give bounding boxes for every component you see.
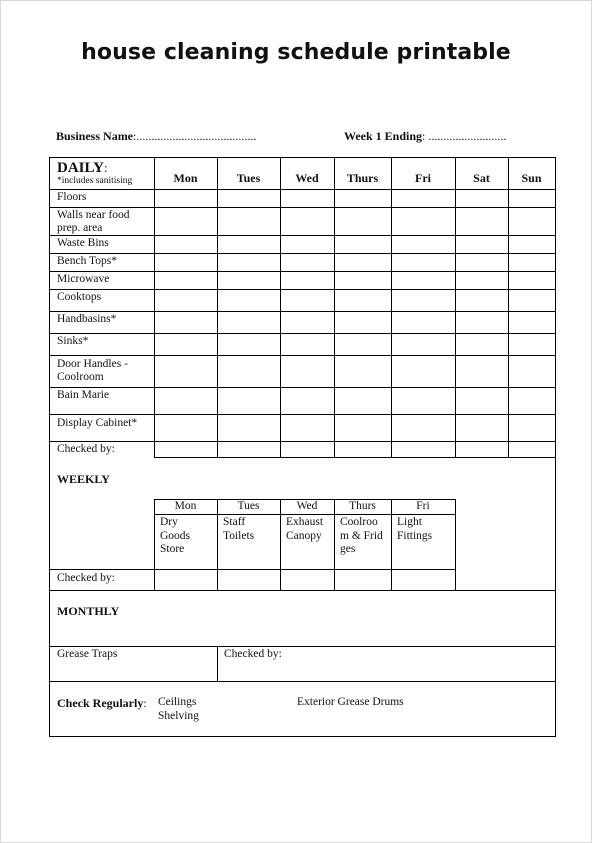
- weekly-day-fri: Fri: [416, 500, 430, 512]
- daily-task-door-handles: Door Handles - Coolroom: [57, 358, 128, 383]
- daily-task-cooktops: Cooktops: [57, 291, 102, 303]
- week-ending-label: Week 1 Ending: [344, 129, 423, 143]
- daily-day-sat: Sat: [473, 171, 490, 185]
- check-item-ceilings: Ceilings: [158, 696, 197, 708]
- weekly-title: WEEKLY: [57, 472, 110, 486]
- daily-heading: [57, 159, 108, 177]
- check-regularly-colon: :: [143, 696, 147, 710]
- weekly-task-dry-goods: Dry Goods Store: [160, 516, 191, 555]
- daily-day-fri: Fri: [415, 171, 431, 185]
- daily-task-bench-tops: Bench Tops*: [57, 255, 117, 267]
- daily-day-sun: Sun: [521, 171, 542, 185]
- check-regularly-label: Check Regularly: [57, 696, 144, 710]
- business-name-label: Business Name: [56, 129, 134, 143]
- weekly-checked-by: Checked by:: [57, 572, 115, 584]
- daily-task-walls: Walls near food prep. area: [57, 209, 130, 234]
- weekly-day-tues: Tues: [237, 500, 260, 512]
- week-ending-field[interactable]: [344, 129, 506, 144]
- daily-task-microwave: Microwave: [57, 273, 110, 285]
- check-item-shelving: Shelving: [158, 710, 199, 722]
- daily-day-mon: Mon: [173, 171, 198, 185]
- page-title: house cleaning schedule printable: [81, 40, 511, 65]
- weekly-day-wed: Wed: [296, 500, 318, 512]
- week-ending-blank: : ..........................: [422, 129, 507, 143]
- monthly-title: MONTHLY: [57, 604, 120, 618]
- daily-note: *includes sanitising: [57, 176, 133, 186]
- business-name-field[interactable]: [56, 129, 256, 144]
- weekly-day-thurs: Thurs: [349, 500, 376, 512]
- daily-task-bain-marie: Bain Marie: [57, 389, 110, 401]
- daily-task-handbasins: Handbasins*: [57, 313, 117, 325]
- weekly-task-light-fittings: Light Fittings: [397, 516, 433, 542]
- daily-checked-by: Checked by:: [57, 443, 115, 455]
- daily-task-sinks: Sinks*: [57, 335, 89, 347]
- check-regularly-heading: [57, 696, 147, 711]
- business-name-blank: :........................................: [133, 129, 257, 143]
- weekly-task-coolroom: Coolroom & Fridges: [340, 516, 383, 555]
- monthly-checked-by: Checked by:: [224, 648, 282, 660]
- daily-day-thurs: Thurs: [346, 171, 379, 185]
- daily-task-display-cabinet: Display Cabinet*: [57, 417, 138, 429]
- daily-task-floors: Floors: [57, 191, 87, 203]
- grease-traps-label: Grease Traps: [57, 648, 118, 660]
- check-item-grease-drums: Exterior Grease Drums: [297, 696, 404, 708]
- daily-day-wed: Wed: [295, 171, 319, 185]
- daily-day-tues: Tues: [236, 171, 261, 185]
- daily-title: DAILY: [57, 160, 104, 176]
- daily-colon: :: [103, 160, 108, 175]
- daily-task-waste-bins: Waste Bins: [57, 237, 109, 249]
- weekly-day-mon: Mon: [174, 500, 197, 512]
- weekly-task-exhaust-canopy: Exhaust Canopy: [286, 516, 324, 542]
- weekly-task-staff-toilets: Staff Toilets: [223, 516, 255, 542]
